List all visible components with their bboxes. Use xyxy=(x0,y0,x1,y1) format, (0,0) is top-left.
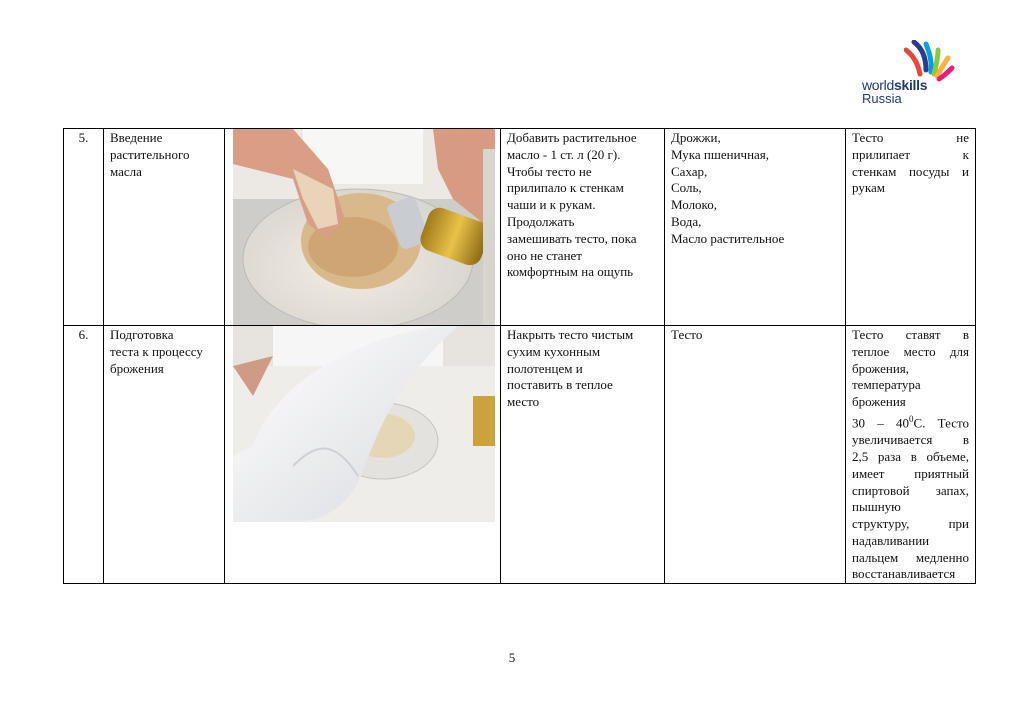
photo-covering-dough-with-towel xyxy=(233,326,495,522)
stage-name: Введение растительного масла xyxy=(104,129,225,326)
page-number: 5 xyxy=(508,650,516,665)
logo-text-skills: skills xyxy=(893,77,928,93)
expected-result: Тесто не прилипает к стенкам посуды и рукам xyxy=(846,129,976,326)
expected-result: Тесто ставят в теплое место для брожения, температура брожения $30 - 40^0С$. Тесто увеличивается в 2,5 раза в объеме, имеет приятный спиртовой запах, пышную структуру, при надавливании пальцем медленно восстанавливается xyxy=(846,326,976,584)
action-description: Добавить растительное масло - 1 ст. л (20 г). Чтобы тесто не прилипало к стенкам чаши и к рукам. Продолжать замешивать тесто, пока оно не станет комфортным на ощупь xyxy=(501,129,665,326)
step-photo-cell xyxy=(225,129,501,326)
step-photo-cell xyxy=(225,326,501,584)
stage-name: Подготовка теста к процессу брожения xyxy=(104,326,225,584)
step-number: 5. xyxy=(64,129,104,326)
worldskills-russia-logo xyxy=(858,40,958,112)
step-number: 6. xyxy=(64,326,104,584)
action-description: Накрыть тесто чистым сухим кухонным полотенцем и поставить в теплое место xyxy=(501,326,665,584)
ingredients-list: Тесто xyxy=(665,326,846,584)
photo-hands-kneading-dough-oil-bottle xyxy=(233,129,495,325)
ingredients-list: Дрожжи, Мука пшеничная, Сахар, Соль, Молоко, Вода, Масло растительное xyxy=(665,129,846,326)
logo-text-world: world xyxy=(862,77,894,93)
table-row xyxy=(64,326,976,584)
table-row xyxy=(64,129,976,326)
recipe-steps-table xyxy=(63,128,976,584)
fermentation-temperature: $30 - 40^0С$. Тесто xyxy=(852,413,969,431)
logo-text-russia: Russia xyxy=(862,91,902,106)
